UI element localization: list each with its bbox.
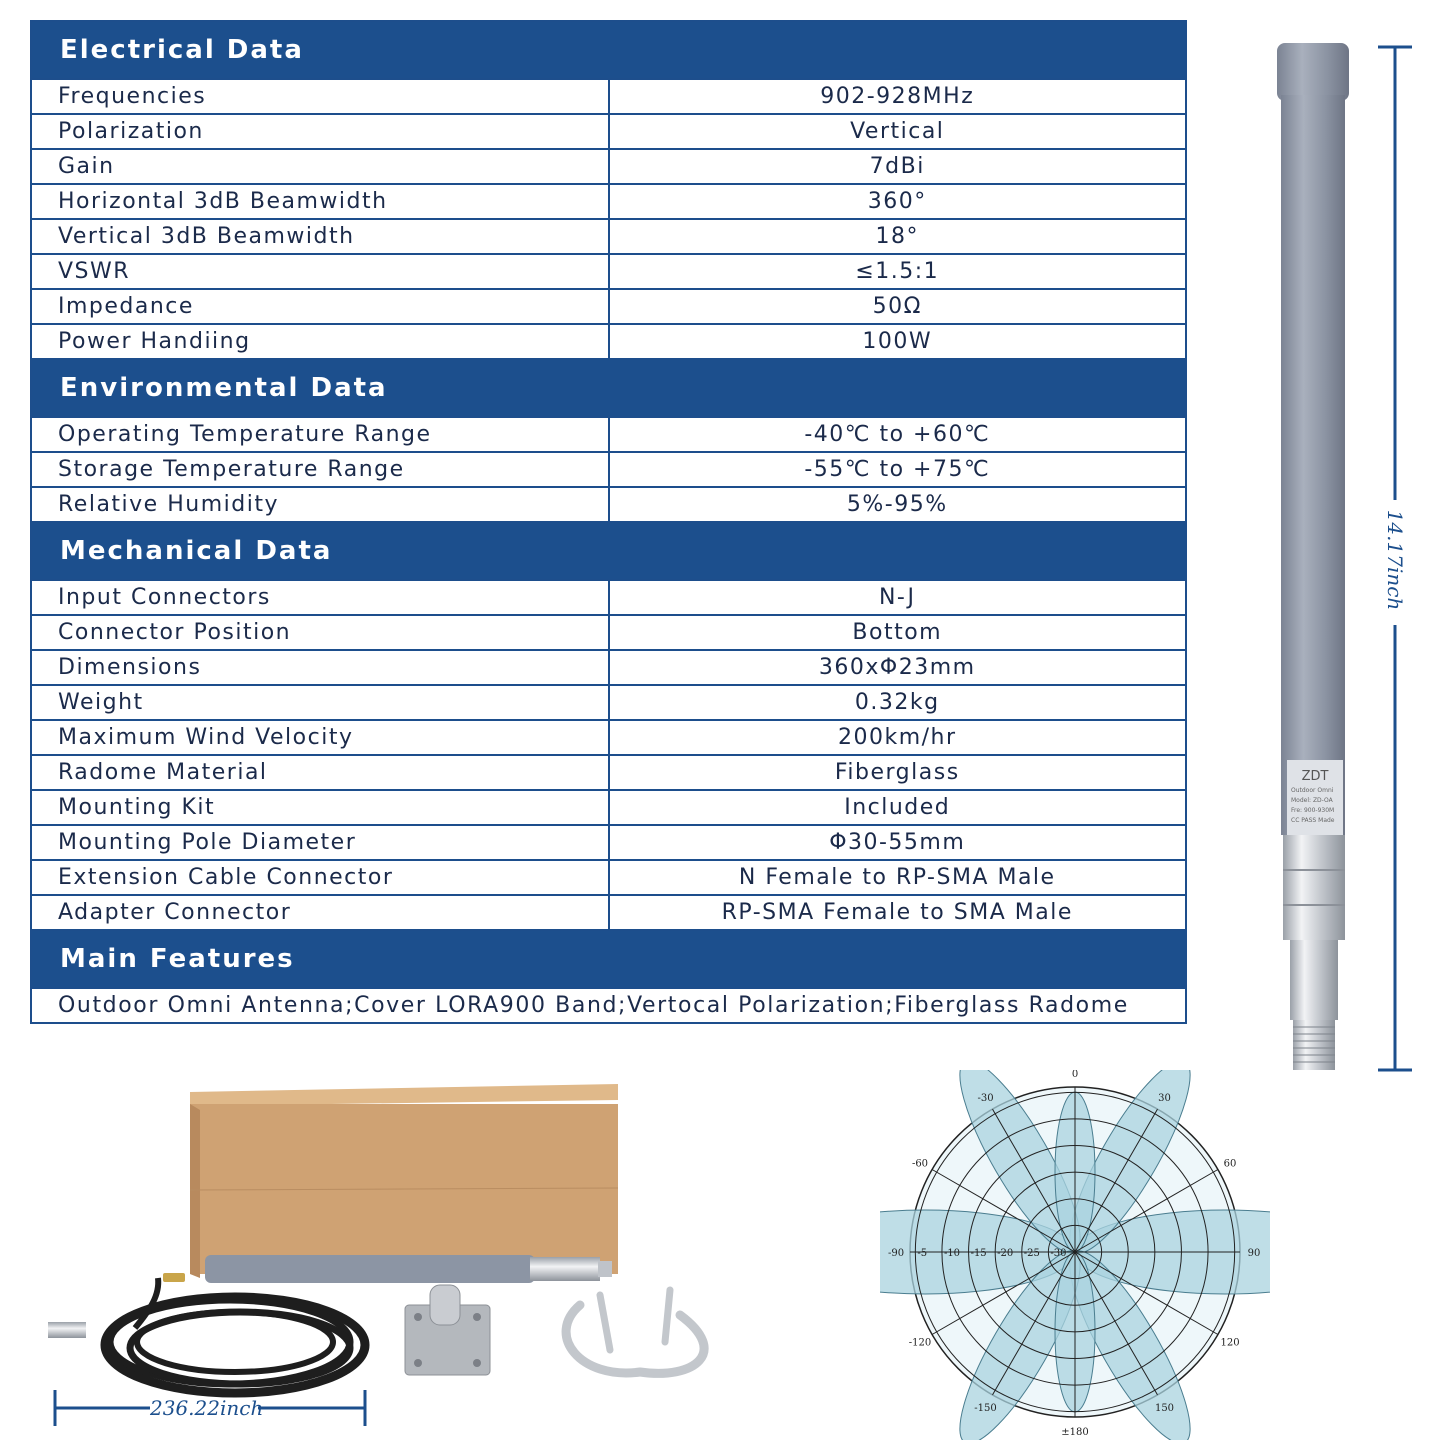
angle-label: 0 xyxy=(1071,1070,1079,1080)
spec-value: Fiberglass xyxy=(609,755,1187,790)
spec-label: VSWR xyxy=(31,254,609,289)
spec-label: Mounting Pole Diameter xyxy=(31,825,609,860)
spec-label: Impedance xyxy=(31,289,609,324)
spec-value: RP-SMA Female to SMA Male xyxy=(609,895,1187,930)
angle-label: 90 xyxy=(1247,1248,1261,1259)
angle-label: -30 xyxy=(977,1092,994,1104)
spec-row xyxy=(31,790,1186,825)
spec-row xyxy=(31,860,1186,895)
spec-value: 902-928MHz xyxy=(609,79,1187,114)
spec-row xyxy=(31,114,1186,149)
ring-label: -30 xyxy=(1050,1248,1067,1259)
angle-label: 60 xyxy=(1223,1158,1237,1170)
antenna-collar xyxy=(1283,835,1345,940)
spec-row xyxy=(31,615,1186,650)
svg-text:CC PASS Made: CC PASS Made xyxy=(1291,817,1335,824)
antenna-radome xyxy=(1281,95,1345,835)
spec-value: Included xyxy=(609,790,1187,825)
spec-row xyxy=(31,149,1186,184)
spec-label: Operating Temperature Range xyxy=(31,417,609,452)
spec-row xyxy=(31,825,1186,860)
spec-value: Φ30-55mm xyxy=(609,825,1187,860)
spec-label: Gain xyxy=(31,149,609,184)
spec-value: ≤1.5:1 xyxy=(609,254,1187,289)
spec-value: -55℃ to +75℃ xyxy=(609,452,1187,487)
radiation-pattern-plot xyxy=(880,1070,1270,1440)
spec-label: Horizontal 3dB Beamwidth xyxy=(31,184,609,219)
spec-value: 200km/hr xyxy=(609,720,1187,755)
coaxial-cable-icon xyxy=(105,1278,365,1393)
spec-row xyxy=(31,487,1186,522)
spec-row xyxy=(31,720,1186,755)
angle-label: -120 xyxy=(908,1337,932,1349)
spec-row xyxy=(31,417,1186,452)
spec-value: 100W xyxy=(609,324,1187,359)
angle-label: -90 xyxy=(887,1248,905,1259)
spec-value: 0.32kg xyxy=(609,685,1187,720)
spec-label: Adapter Connector xyxy=(31,895,609,930)
spec-row xyxy=(31,580,1186,615)
cardboard-box-icon xyxy=(190,1084,618,1278)
angle-label: -150 xyxy=(974,1403,997,1415)
spec-label: Maximum Wind Velocity xyxy=(31,720,609,755)
spec-value: 360xΦ23mm xyxy=(609,650,1187,685)
spec-value: 5%-95% xyxy=(609,487,1187,522)
spec-label: Polarization xyxy=(31,114,609,149)
spec-value: Vertical xyxy=(609,114,1187,149)
mounting-bracket-icon xyxy=(405,1285,490,1375)
spec-label: Extension Cable Connector xyxy=(31,860,609,895)
spec-value: N Female to RP-SMA Male xyxy=(609,860,1187,895)
cable-dimension-label: 236.22inch xyxy=(150,1396,264,1420)
features-text: Outdoor Omni Antenna;Cover LORA900 Band;Vertocal Polarization;Fiberglass Radome xyxy=(31,988,1186,1023)
antenna-cap xyxy=(1277,43,1349,101)
spec-value: 7dBi xyxy=(609,149,1187,184)
spec-label: Power Handiing xyxy=(31,324,609,359)
spec-label: Vertical 3dB Beamwidth xyxy=(31,219,609,254)
spec-value: 50Ω xyxy=(609,289,1187,324)
spec-row xyxy=(31,254,1186,289)
spec-row xyxy=(31,219,1186,254)
antenna-dimension-label: 14.17inch xyxy=(1383,509,1407,611)
svg-text:Model: ZD-OA: Model: ZD-OA xyxy=(1291,797,1333,804)
environmental-section-header: Environmental Data xyxy=(31,359,1186,417)
angle-label: ±180 xyxy=(1061,1427,1089,1438)
spec-label: Storage Temperature Range xyxy=(31,452,609,487)
spec-value: 360° xyxy=(609,184,1187,219)
spec-row xyxy=(31,324,1186,359)
spec-value: -40℃ to +60℃ xyxy=(609,417,1187,452)
spec-label: Relative Humidity xyxy=(31,487,609,522)
spec-row xyxy=(31,79,1186,114)
spec-row xyxy=(31,289,1186,324)
spec-row xyxy=(31,650,1186,685)
spec-row xyxy=(31,895,1186,930)
angle-label: 120 xyxy=(1220,1337,1240,1349)
spec-row xyxy=(31,184,1186,219)
ring-label: -15 xyxy=(970,1248,987,1259)
spec-value: Bottom xyxy=(609,615,1187,650)
sma-adapter-icon xyxy=(163,1273,185,1282)
ring-label: -25 xyxy=(1023,1248,1040,1259)
spec-label: Frequencies xyxy=(31,79,609,114)
spec-label: Dimensions xyxy=(31,650,609,685)
spec-label: Input Connectors xyxy=(31,580,609,615)
antenna-illustration xyxy=(1265,35,1370,1080)
spec-row xyxy=(31,755,1186,790)
svg-text:Fre: 900-930M: Fre: 900-930M xyxy=(1291,807,1335,814)
angle-label: 150 xyxy=(1154,1403,1175,1415)
mechanical-section-header: Mechanical Data xyxy=(31,522,1186,580)
spec-value: N-J xyxy=(609,580,1187,615)
antenna-base xyxy=(1290,940,1338,1020)
u-bolt-icon xyxy=(566,1290,704,1373)
spec-label: Radome Material xyxy=(31,755,609,790)
antenna-small-icon xyxy=(205,1255,612,1283)
spec-value: 18° xyxy=(609,219,1187,254)
package-contents xyxy=(40,1080,730,1430)
electrical-section-header: Electrical Data xyxy=(31,21,1186,79)
spec-label: Weight xyxy=(31,685,609,720)
svg-text:Outdoor Omni: Outdoor Omni xyxy=(1291,787,1334,794)
antenna-brand: ZDT xyxy=(1301,769,1329,784)
ring-label: -5 xyxy=(917,1248,928,1259)
spec-table xyxy=(30,20,1187,1024)
spec-row xyxy=(31,452,1186,487)
ring-label: -20 xyxy=(997,1248,1014,1259)
features-section-header: Main Features xyxy=(31,930,1186,988)
spec-label: Connector Position xyxy=(31,615,609,650)
angle-label: 30 xyxy=(1158,1092,1171,1104)
n-male-connector-icon xyxy=(48,1322,86,1338)
angle-label: -60 xyxy=(911,1158,929,1170)
spec-row xyxy=(31,685,1186,720)
ring-label: -10 xyxy=(943,1248,961,1259)
spec-label: Mounting Kit xyxy=(31,790,609,825)
